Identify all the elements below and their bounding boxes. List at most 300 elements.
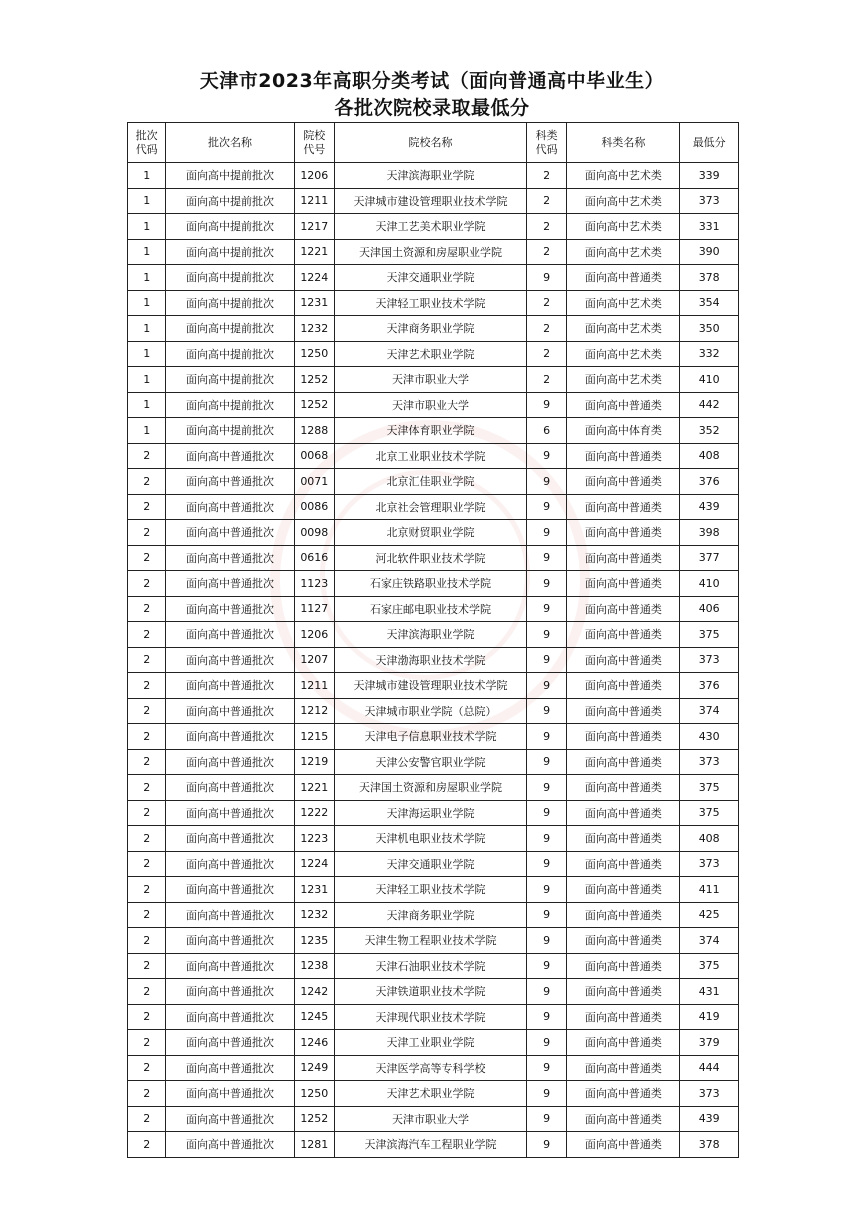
batch-name-cell: 面向高中普通批次 bbox=[166, 520, 294, 546]
min-score-cell: 390 bbox=[680, 239, 739, 265]
document-subtitle: 各批次院校录取最低分 bbox=[334, 97, 530, 119]
batch-name-cell: 面向高中普通批次 bbox=[166, 1106, 294, 1132]
min-score-cell: 444 bbox=[680, 1055, 739, 1081]
category-name-cell: 面向高中艺术类 bbox=[567, 290, 680, 316]
batch-name-cell: 面向高中普通批次 bbox=[166, 1081, 294, 1107]
table-row bbox=[128, 775, 739, 801]
category-code-cell: 9 bbox=[526, 877, 566, 903]
school-code-cell: 1206 bbox=[294, 163, 334, 189]
category-name-cell: 面向高中普通类 bbox=[567, 724, 680, 750]
school-code-cell: 0616 bbox=[294, 545, 334, 571]
batch-name-cell: 面向高中普通批次 bbox=[166, 800, 294, 826]
batch-name-cell: 面向高中普通批次 bbox=[166, 1132, 294, 1158]
school-name-cell: 石家庄邮电职业技术学院 bbox=[335, 596, 527, 622]
school-name-cell: 天津城市建设管理职业技术学院 bbox=[335, 188, 527, 214]
school-name-cell: 天津国土资源和房屋职业学院 bbox=[335, 239, 527, 265]
school-code-cell: 1235 bbox=[294, 928, 334, 954]
school-code-cell: 1250 bbox=[294, 1081, 334, 1107]
school-name-cell: 天津电子信息职业技术学院 bbox=[335, 724, 527, 750]
min-score-cell: 406 bbox=[680, 596, 739, 622]
batch-name-cell: 面向高中提前批次 bbox=[166, 392, 294, 418]
category-name-cell: 面向高中艺术类 bbox=[567, 163, 680, 189]
min-score-cell: 350 bbox=[680, 316, 739, 342]
category-name-cell: 面向高中艺术类 bbox=[567, 367, 680, 393]
batch-name-cell: 面向高中普通批次 bbox=[166, 647, 294, 673]
school-code-cell: 1206 bbox=[294, 622, 334, 648]
min-score-cell: 375 bbox=[680, 775, 739, 801]
batch-name-cell: 面向高中普通批次 bbox=[166, 979, 294, 1005]
table-row bbox=[128, 1106, 739, 1132]
school-name-cell: 河北软件职业技术学院 bbox=[335, 545, 527, 571]
school-name-cell: 天津城市职业学院（总院） bbox=[335, 698, 527, 724]
batch-code-cell: 2 bbox=[128, 902, 166, 928]
batch-code-cell: 1 bbox=[128, 265, 166, 291]
category-name-cell: 面向高中普通类 bbox=[567, 953, 680, 979]
table-row bbox=[128, 1081, 739, 1107]
batch-code-cell: 2 bbox=[128, 953, 166, 979]
table-row bbox=[128, 265, 739, 291]
category-name-cell: 面向高中艺术类 bbox=[567, 214, 680, 240]
school-code-cell: 1221 bbox=[294, 239, 334, 265]
category-name-cell: 面向高中普通类 bbox=[567, 545, 680, 571]
min-score-cell: 439 bbox=[680, 1106, 739, 1132]
category-name-cell: 面向高中普通类 bbox=[567, 392, 680, 418]
batch-code-cell: 2 bbox=[128, 545, 166, 571]
header-batch-name: 批次名称 bbox=[166, 123, 294, 163]
category-code-cell: 2 bbox=[526, 214, 566, 240]
category-code-cell: 9 bbox=[526, 1081, 566, 1107]
category-name-cell: 面向高中普通类 bbox=[567, 520, 680, 546]
school-code-cell: 1222 bbox=[294, 800, 334, 826]
document-title: 天津市2023年高职分类考试（面向普通高中毕业生） bbox=[199, 70, 665, 92]
batch-name-cell: 面向高中普通批次 bbox=[166, 596, 294, 622]
batch-code-cell: 1 bbox=[128, 392, 166, 418]
batch-name-cell: 面向高中提前批次 bbox=[166, 418, 294, 444]
batch-code-cell: 2 bbox=[128, 1030, 166, 1056]
category-name-cell: 面向高中普通类 bbox=[567, 877, 680, 903]
category-code-cell: 9 bbox=[526, 953, 566, 979]
table-row bbox=[128, 596, 739, 622]
school-name-cell: 天津海运职业学院 bbox=[335, 800, 527, 826]
school-code-cell: 1281 bbox=[294, 1132, 334, 1158]
batch-name-cell: 面向高中普通批次 bbox=[166, 775, 294, 801]
table-row bbox=[128, 979, 739, 1005]
table-row bbox=[128, 367, 739, 393]
min-score-cell: 373 bbox=[680, 188, 739, 214]
category-code-cell: 9 bbox=[526, 775, 566, 801]
batch-name-cell: 面向高中普通批次 bbox=[166, 877, 294, 903]
school-name-cell: 石家庄铁路职业技术学院 bbox=[335, 571, 527, 597]
batch-name-cell: 面向高中普通批次 bbox=[166, 851, 294, 877]
batch-name-cell: 面向高中提前批次 bbox=[166, 367, 294, 393]
category-name-cell: 面向高中普通类 bbox=[567, 673, 680, 699]
batch-code-cell: 1 bbox=[128, 188, 166, 214]
table-row bbox=[128, 724, 739, 750]
school-name-cell: 天津机电职业技术学院 bbox=[335, 826, 527, 852]
header-school-name: 院校名称 bbox=[335, 123, 527, 163]
school-name-cell: 天津市职业大学 bbox=[335, 392, 527, 418]
batch-code-cell: 2 bbox=[128, 443, 166, 469]
batch-code-cell: 1 bbox=[128, 316, 166, 342]
school-code-cell: 1238 bbox=[294, 953, 334, 979]
batch-name-cell: 面向高中提前批次 bbox=[166, 214, 294, 240]
batch-code-cell: 2 bbox=[128, 724, 166, 750]
category-code-cell: 2 bbox=[526, 316, 566, 342]
min-score-cell: 419 bbox=[680, 1004, 739, 1030]
school-name-cell: 天津生物工程职业技术学院 bbox=[335, 928, 527, 954]
batch-code-cell: 2 bbox=[128, 877, 166, 903]
batch-name-cell: 面向高中提前批次 bbox=[166, 188, 294, 214]
table-header-row bbox=[128, 123, 739, 163]
table-row bbox=[128, 418, 739, 444]
school-code-cell: 1231 bbox=[294, 877, 334, 903]
school-name-cell: 天津滨海职业学院 bbox=[335, 622, 527, 648]
category-code-cell: 9 bbox=[526, 443, 566, 469]
min-score-cell: 431 bbox=[680, 979, 739, 1005]
category-code-cell: 9 bbox=[526, 826, 566, 852]
batch-name-cell: 面向高中普通批次 bbox=[166, 571, 294, 597]
batch-code-cell: 1 bbox=[128, 418, 166, 444]
school-name-cell: 天津国土资源和房屋职业学院 bbox=[335, 775, 527, 801]
min-score-cell: 379 bbox=[680, 1030, 739, 1056]
category-name-cell: 面向高中普通类 bbox=[567, 571, 680, 597]
min-score-cell: 373 bbox=[680, 647, 739, 673]
table-row bbox=[128, 698, 739, 724]
category-code-cell: 9 bbox=[526, 469, 566, 495]
school-name-cell: 天津现代职业技术学院 bbox=[335, 1004, 527, 1030]
batch-code-cell: 1 bbox=[128, 214, 166, 240]
batch-name-cell: 面向高中提前批次 bbox=[166, 239, 294, 265]
batch-name-cell: 面向高中普通批次 bbox=[166, 673, 294, 699]
table-row bbox=[128, 877, 739, 903]
batch-name-cell: 面向高中提前批次 bbox=[166, 341, 294, 367]
category-code-cell: 2 bbox=[526, 290, 566, 316]
batch-code-cell: 2 bbox=[128, 622, 166, 648]
category-code-cell: 9 bbox=[526, 265, 566, 291]
batch-code-cell: 1 bbox=[128, 367, 166, 393]
table-row bbox=[128, 392, 739, 418]
table-row bbox=[128, 316, 739, 342]
category-name-cell: 面向高中普通类 bbox=[567, 1055, 680, 1081]
category-code-cell: 9 bbox=[526, 596, 566, 622]
batch-name-cell: 面向高中普通批次 bbox=[166, 826, 294, 852]
table-row bbox=[128, 520, 739, 546]
category-code-cell: 9 bbox=[526, 928, 566, 954]
school-name-cell: 天津市职业大学 bbox=[335, 1106, 527, 1132]
school-code-cell: 1123 bbox=[294, 571, 334, 597]
table-row bbox=[128, 239, 739, 265]
school-code-cell: 0068 bbox=[294, 443, 334, 469]
batch-code-cell: 2 bbox=[128, 826, 166, 852]
min-score-cell: 410 bbox=[680, 367, 739, 393]
admission-score-table bbox=[127, 122, 739, 1158]
school-code-cell: 1221 bbox=[294, 775, 334, 801]
min-score-cell: 374 bbox=[680, 928, 739, 954]
batch-code-cell: 2 bbox=[128, 647, 166, 673]
school-name-cell: 北京汇佳职业学院 bbox=[335, 469, 527, 495]
category-code-cell: 9 bbox=[526, 545, 566, 571]
category-code-cell: 9 bbox=[526, 800, 566, 826]
category-code-cell: 6 bbox=[526, 418, 566, 444]
school-code-cell: 0098 bbox=[294, 520, 334, 546]
school-name-cell: 天津滨海职业学院 bbox=[335, 163, 527, 189]
table-row bbox=[128, 928, 739, 954]
category-code-cell: 9 bbox=[526, 1055, 566, 1081]
school-name-cell: 天津渤海职业技术学院 bbox=[335, 647, 527, 673]
batch-name-cell: 面向高中普通批次 bbox=[166, 928, 294, 954]
school-name-cell: 北京工业职业技术学院 bbox=[335, 443, 527, 469]
school-code-cell: 1224 bbox=[294, 851, 334, 877]
table-row bbox=[128, 214, 739, 240]
min-score-cell: 408 bbox=[680, 826, 739, 852]
min-score-cell: 373 bbox=[680, 851, 739, 877]
category-name-cell: 面向高中普通类 bbox=[567, 902, 680, 928]
category-name-cell: 面向高中普通类 bbox=[567, 749, 680, 775]
table-row bbox=[128, 494, 739, 520]
category-code-cell: 9 bbox=[526, 698, 566, 724]
min-score-cell: 378 bbox=[680, 265, 739, 291]
batch-name-cell: 面向高中普通批次 bbox=[166, 494, 294, 520]
min-score-cell: 339 bbox=[680, 163, 739, 189]
category-name-cell: 面向高中艺术类 bbox=[567, 341, 680, 367]
header-min-score: 最低分 bbox=[680, 123, 739, 163]
batch-code-cell: 2 bbox=[128, 800, 166, 826]
batch-code-cell: 1 bbox=[128, 290, 166, 316]
category-name-cell: 面向高中普通类 bbox=[567, 928, 680, 954]
school-name-cell: 天津滨海汽车工程职业学院 bbox=[335, 1132, 527, 1158]
school-code-cell: 1252 bbox=[294, 367, 334, 393]
school-name-cell: 天津轻工职业技术学院 bbox=[335, 290, 527, 316]
school-code-cell: 1224 bbox=[294, 265, 334, 291]
batch-name-cell: 面向高中普通批次 bbox=[166, 469, 294, 495]
table-row bbox=[128, 800, 739, 826]
category-code-cell: 2 bbox=[526, 163, 566, 189]
category-name-cell: 面向高中普通类 bbox=[567, 1132, 680, 1158]
batch-code-cell: 2 bbox=[128, 469, 166, 495]
category-name-cell: 面向高中普通类 bbox=[567, 826, 680, 852]
school-name-cell: 天津城市建设管理职业技术学院 bbox=[335, 673, 527, 699]
school-name-cell: 天津市职业大学 bbox=[335, 367, 527, 393]
min-score-cell: 354 bbox=[680, 290, 739, 316]
school-name-cell: 天津交通职业学院 bbox=[335, 851, 527, 877]
batch-name-cell: 面向高中普通批次 bbox=[166, 749, 294, 775]
school-name-cell: 天津交通职业学院 bbox=[335, 265, 527, 291]
batch-name-cell: 面向高中提前批次 bbox=[166, 316, 294, 342]
batch-name-cell: 面向高中提前批次 bbox=[166, 265, 294, 291]
batch-name-cell: 面向高中普通批次 bbox=[166, 1030, 294, 1056]
school-name-cell: 天津工艺美术职业学院 bbox=[335, 214, 527, 240]
min-score-cell: 430 bbox=[680, 724, 739, 750]
category-code-cell: 9 bbox=[526, 494, 566, 520]
min-score-cell: 373 bbox=[680, 749, 739, 775]
school-name-cell: 天津铁道职业技术学院 bbox=[335, 979, 527, 1005]
batch-code-cell: 2 bbox=[128, 673, 166, 699]
category-code-cell: 2 bbox=[526, 239, 566, 265]
min-score-cell: 442 bbox=[680, 392, 739, 418]
category-code-cell: 9 bbox=[526, 673, 566, 699]
table-row bbox=[128, 851, 739, 877]
category-name-cell: 面向高中艺术类 bbox=[567, 239, 680, 265]
category-code-cell: 9 bbox=[526, 647, 566, 673]
category-name-cell: 面向高中艺术类 bbox=[567, 188, 680, 214]
min-score-cell: 375 bbox=[680, 953, 739, 979]
category-name-cell: 面向高中普通类 bbox=[567, 800, 680, 826]
category-code-cell: 9 bbox=[526, 749, 566, 775]
table-row bbox=[128, 1055, 739, 1081]
batch-code-cell: 1 bbox=[128, 163, 166, 189]
category-name-cell: 面向高中普通类 bbox=[567, 979, 680, 1005]
school-name-cell: 天津体育职业学院 bbox=[335, 418, 527, 444]
category-name-cell: 面向高中普通类 bbox=[567, 1081, 680, 1107]
min-score-cell: 375 bbox=[680, 800, 739, 826]
min-score-cell: 398 bbox=[680, 520, 739, 546]
school-code-cell: 0071 bbox=[294, 469, 334, 495]
category-code-cell: 9 bbox=[526, 1004, 566, 1030]
category-name-cell: 面向高中普通类 bbox=[567, 1030, 680, 1056]
table-row bbox=[128, 826, 739, 852]
header-category-code: 科类代码 bbox=[526, 123, 566, 163]
header-category-name: 科类名称 bbox=[567, 123, 680, 163]
table-row bbox=[128, 953, 739, 979]
school-code-cell: 1215 bbox=[294, 724, 334, 750]
batch-code-cell: 2 bbox=[128, 928, 166, 954]
batch-code-cell: 2 bbox=[128, 571, 166, 597]
school-name-cell: 天津医学高等专科学校 bbox=[335, 1055, 527, 1081]
school-name-cell: 天津公安警官职业学院 bbox=[335, 749, 527, 775]
table-row bbox=[128, 1030, 739, 1056]
category-name-cell: 面向高中普通类 bbox=[567, 647, 680, 673]
category-code-cell: 9 bbox=[526, 979, 566, 1005]
category-name-cell: 面向高中普通类 bbox=[567, 265, 680, 291]
category-name-cell: 面向高中普通类 bbox=[567, 1106, 680, 1132]
category-code-cell: 9 bbox=[526, 622, 566, 648]
table-row bbox=[128, 902, 739, 928]
category-code-cell: 9 bbox=[526, 1030, 566, 1056]
batch-code-cell: 2 bbox=[128, 1132, 166, 1158]
min-score-cell: 332 bbox=[680, 341, 739, 367]
school-name-cell: 天津艺术职业学院 bbox=[335, 1081, 527, 1107]
school-code-cell: 1231 bbox=[294, 290, 334, 316]
batch-code-cell: 2 bbox=[128, 698, 166, 724]
batch-name-cell: 面向高中普通批次 bbox=[166, 443, 294, 469]
batch-code-cell: 2 bbox=[128, 775, 166, 801]
school-code-cell: 1219 bbox=[294, 749, 334, 775]
category-name-cell: 面向高中普通类 bbox=[567, 851, 680, 877]
min-score-cell: 376 bbox=[680, 673, 739, 699]
min-score-cell: 378 bbox=[680, 1132, 739, 1158]
category-name-cell: 面向高中普通类 bbox=[567, 698, 680, 724]
school-name-cell: 天津工业职业学院 bbox=[335, 1030, 527, 1056]
school-code-cell: 1252 bbox=[294, 1106, 334, 1132]
batch-code-cell: 2 bbox=[128, 596, 166, 622]
min-score-cell: 439 bbox=[680, 494, 739, 520]
batch-name-cell: 面向高中提前批次 bbox=[166, 290, 294, 316]
category-code-cell: 9 bbox=[526, 1106, 566, 1132]
batch-code-cell: 2 bbox=[128, 1106, 166, 1132]
category-code-cell: 2 bbox=[526, 188, 566, 214]
table-row bbox=[128, 1132, 739, 1158]
batch-code-cell: 2 bbox=[128, 520, 166, 546]
batch-name-cell: 面向高中普通批次 bbox=[166, 622, 294, 648]
batch-name-cell: 面向高中普通批次 bbox=[166, 724, 294, 750]
school-name-cell: 北京社会管理职业学院 bbox=[335, 494, 527, 520]
batch-name-cell: 面向高中普通批次 bbox=[166, 953, 294, 979]
batch-code-cell: 2 bbox=[128, 851, 166, 877]
batch-code-cell: 2 bbox=[128, 1004, 166, 1030]
category-name-cell: 面向高中普通类 bbox=[567, 775, 680, 801]
batch-code-cell: 1 bbox=[128, 341, 166, 367]
school-code-cell: 1252 bbox=[294, 392, 334, 418]
category-name-cell: 面向高中普通类 bbox=[567, 469, 680, 495]
batch-code-cell: 1 bbox=[128, 239, 166, 265]
batch-name-cell: 面向高中提前批次 bbox=[166, 163, 294, 189]
min-score-cell: 374 bbox=[680, 698, 739, 724]
table-row bbox=[128, 469, 739, 495]
category-code-cell: 9 bbox=[526, 724, 566, 750]
school-code-cell: 1223 bbox=[294, 826, 334, 852]
batch-code-cell: 2 bbox=[128, 749, 166, 775]
table-row bbox=[128, 647, 739, 673]
table-row bbox=[128, 571, 739, 597]
school-code-cell: 1245 bbox=[294, 1004, 334, 1030]
category-name-cell: 面向高中体育类 bbox=[567, 418, 680, 444]
school-code-cell: 1127 bbox=[294, 596, 334, 622]
school-code-cell: 1249 bbox=[294, 1055, 334, 1081]
table-row bbox=[128, 341, 739, 367]
batch-name-cell: 面向高中普通批次 bbox=[166, 1055, 294, 1081]
table-row bbox=[128, 443, 739, 469]
school-code-cell: 1211 bbox=[294, 673, 334, 699]
school-name-cell: 天津商务职业学院 bbox=[335, 316, 527, 342]
table-row bbox=[128, 545, 739, 571]
school-name-cell: 天津轻工职业技术学院 bbox=[335, 877, 527, 903]
category-name-cell: 面向高中艺术类 bbox=[567, 316, 680, 342]
batch-code-cell: 2 bbox=[128, 1055, 166, 1081]
min-score-cell: 376 bbox=[680, 469, 739, 495]
min-score-cell: 377 bbox=[680, 545, 739, 571]
school-code-cell: 1211 bbox=[294, 188, 334, 214]
school-code-cell: 1207 bbox=[294, 647, 334, 673]
school-name-cell: 北京财贸职业学院 bbox=[335, 520, 527, 546]
table-row bbox=[128, 163, 739, 189]
batch-code-cell: 2 bbox=[128, 1081, 166, 1107]
batch-code-cell: 2 bbox=[128, 494, 166, 520]
category-code-cell: 9 bbox=[526, 571, 566, 597]
school-code-cell: 0086 bbox=[294, 494, 334, 520]
category-name-cell: 面向高中普通类 bbox=[567, 1004, 680, 1030]
min-score-cell: 331 bbox=[680, 214, 739, 240]
table-row bbox=[128, 749, 739, 775]
table-row bbox=[128, 673, 739, 699]
school-name-cell: 天津石油职业技术学院 bbox=[335, 953, 527, 979]
school-code-cell: 1232 bbox=[294, 902, 334, 928]
school-name-cell: 天津商务职业学院 bbox=[335, 902, 527, 928]
school-code-cell: 1212 bbox=[294, 698, 334, 724]
school-code-cell: 1288 bbox=[294, 418, 334, 444]
category-code-cell: 9 bbox=[526, 902, 566, 928]
header-school-code: 院校代号 bbox=[294, 123, 334, 163]
school-code-cell: 1217 bbox=[294, 214, 334, 240]
school-code-cell: 1232 bbox=[294, 316, 334, 342]
batch-code-cell: 2 bbox=[128, 979, 166, 1005]
category-code-cell: 9 bbox=[526, 392, 566, 418]
min-score-cell: 410 bbox=[680, 571, 739, 597]
min-score-cell: 408 bbox=[680, 443, 739, 469]
min-score-cell: 352 bbox=[680, 418, 739, 444]
category-code-cell: 2 bbox=[526, 367, 566, 393]
category-name-cell: 面向高中普通类 bbox=[567, 622, 680, 648]
category-name-cell: 面向高中普通类 bbox=[567, 443, 680, 469]
